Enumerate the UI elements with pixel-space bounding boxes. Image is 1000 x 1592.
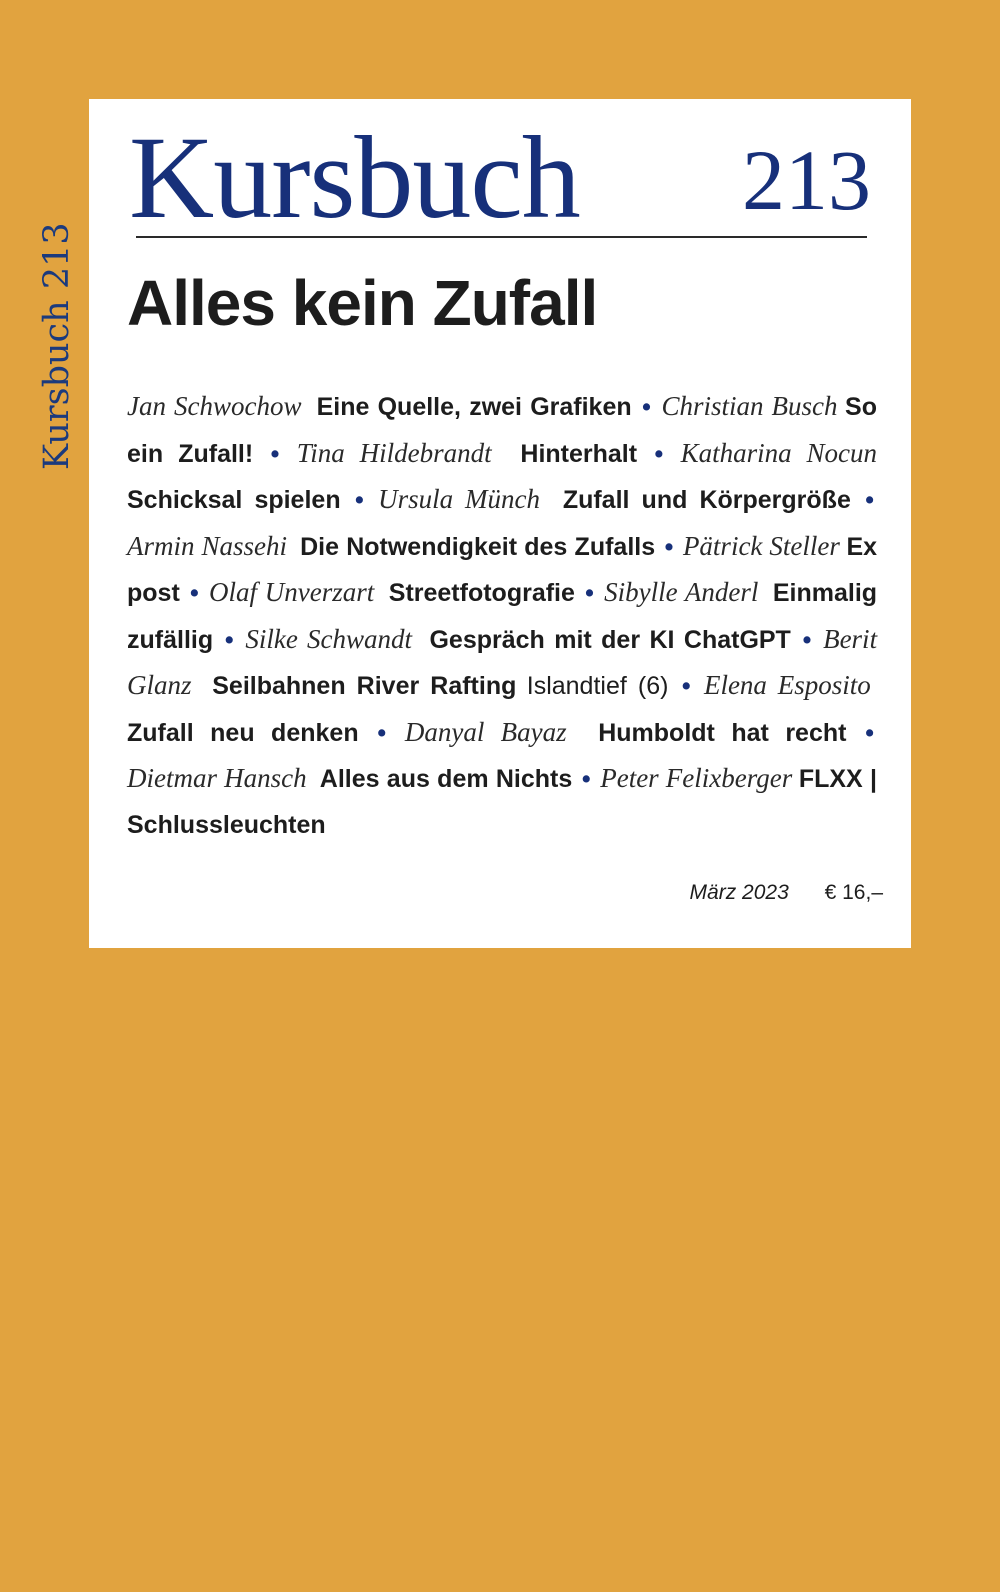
entry-title: Ex post bbox=[127, 532, 878, 607]
issue-date: März 2023 bbox=[689, 881, 789, 904]
entry-author: Peter Felixberger bbox=[600, 763, 793, 793]
bullet-icon: • bbox=[642, 393, 651, 421]
divider bbox=[136, 236, 867, 238]
entry-author: Ursula Münch bbox=[378, 484, 541, 514]
bullet-icon: • bbox=[224, 625, 234, 654]
entry-author: Jan Schwochow bbox=[127, 391, 302, 421]
issue-meta bbox=[690, 881, 883, 905]
entry-title: Hinterhalt bbox=[520, 439, 638, 468]
bullet-icon: • bbox=[654, 439, 664, 468]
entry-author: Sibylle Anderl bbox=[604, 577, 759, 607]
contents-entry bbox=[404, 716, 847, 747]
contents-entry bbox=[209, 577, 575, 607]
price-label: € 16,– bbox=[824, 881, 883, 904]
contents-entry bbox=[296, 437, 638, 468]
bullet-icon: • bbox=[190, 579, 199, 607]
bullet-icon: • bbox=[581, 765, 591, 793]
bullet-icon: • bbox=[270, 439, 280, 468]
entry-author: Danyal Bayaz bbox=[404, 716, 567, 747]
bullet-icon: • bbox=[681, 672, 691, 700]
entry-author: Elena Esposito bbox=[703, 670, 871, 700]
entry-author: Tina Hildebrandt bbox=[296, 437, 492, 468]
entry-author: Katharina Nocun bbox=[680, 437, 878, 468]
table-of-contents bbox=[127, 384, 877, 848]
bullet-icon: • bbox=[377, 718, 387, 747]
contents-entry bbox=[245, 623, 791, 654]
entry-title: Einmalig zufällig bbox=[127, 579, 878, 654]
bullet-icon: • bbox=[585, 579, 594, 607]
entry-title: Seilbahnen River Rafting bbox=[212, 672, 517, 700]
entry-title: Streetfotografie bbox=[388, 579, 575, 607]
entry-author: Armin Nassehi bbox=[127, 530, 288, 561]
issue-number: 213 bbox=[742, 132, 871, 228]
page-title: Alles kein Zufall bbox=[127, 267, 598, 339]
bullet-icon: • bbox=[802, 625, 812, 654]
entry-author: Silke Schwandt bbox=[245, 623, 413, 654]
cover-card bbox=[89, 99, 911, 948]
bullet-icon: • bbox=[664, 532, 674, 561]
bullet-icon: • bbox=[354, 486, 364, 514]
bullet-icon: • bbox=[865, 718, 875, 747]
brand-logo: Kursbuch bbox=[129, 112, 580, 243]
entry-title: Gespräch mit der KI ChatGPT bbox=[429, 625, 791, 654]
entry-author: Dietmar Hansch bbox=[127, 763, 307, 793]
contents-entry bbox=[378, 484, 851, 514]
spine-label: Kursbuch 213 bbox=[37, 222, 77, 470]
contents-entry bbox=[127, 391, 632, 421]
entry-title: Humboldt hat recht bbox=[598, 718, 847, 747]
entry-series: Islandtief (6) bbox=[526, 672, 669, 700]
entry-title: Zufall und Körpergröße bbox=[562, 486, 851, 514]
entry-title: Zufall neu denken bbox=[127, 718, 359, 747]
entry-author: Olaf Unverzart bbox=[209, 577, 375, 607]
entry-author: Berit Glanz bbox=[127, 623, 878, 700]
entry-author: Christian Busch bbox=[661, 391, 838, 421]
entry-title: Die Notwendigkeit des Zufalls bbox=[300, 532, 656, 561]
contents-entry bbox=[127, 530, 656, 561]
bullet-icon: • bbox=[865, 486, 875, 514]
contents-entry bbox=[127, 763, 573, 793]
entry-title: FLXX | Schlussleuchten bbox=[127, 765, 878, 839]
entry-title: Schicksal spielen bbox=[127, 486, 341, 514]
entry-title: Alles aus dem Nichts bbox=[319, 765, 573, 793]
entry-title: So ein Zufall! bbox=[127, 393, 877, 468]
entry-author: Pätrick Steller bbox=[682, 530, 840, 561]
entry-title: Eine Quelle, zwei Grafiken bbox=[316, 393, 632, 421]
